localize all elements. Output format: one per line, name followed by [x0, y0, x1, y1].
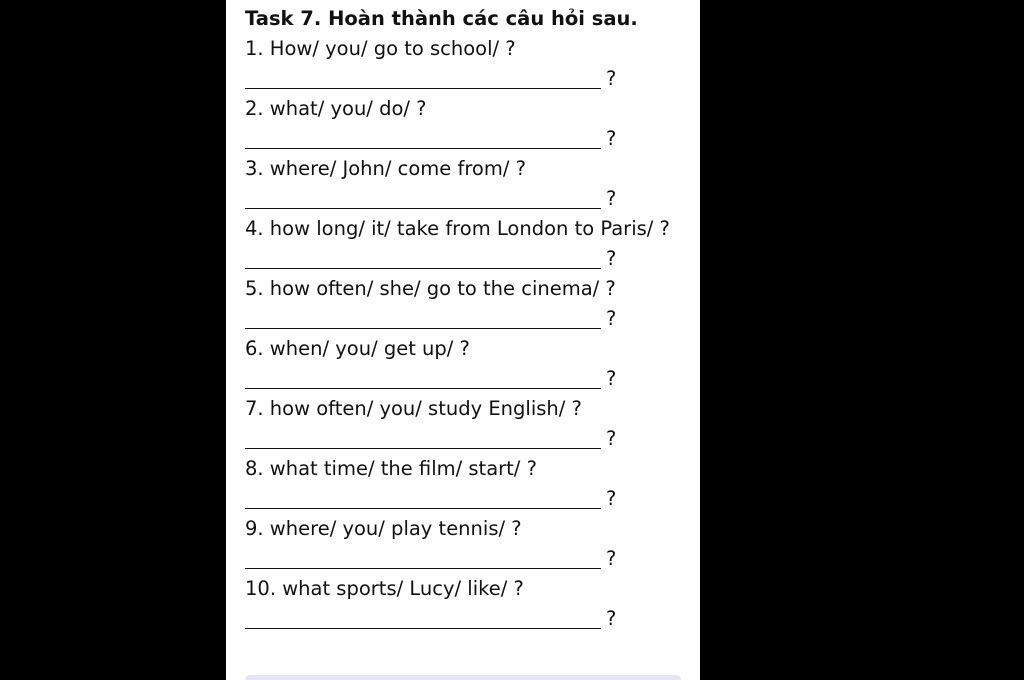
answer-question-mark-5: ? [606, 307, 617, 330]
question-9: 9. where/ you/ play tennis/ ? [245, 517, 522, 540]
question-8: 8. what time/ the film/ start/ ? [245, 457, 537, 480]
bottom-panel-edge [245, 675, 681, 680]
question-5: 5. how often/ she/ go to the cinema/ ? [245, 277, 616, 300]
answer-question-mark-1: ? [606, 67, 617, 90]
answer-line-5 [245, 304, 681, 334]
answer-blank-5 [245, 328, 601, 329]
task-title: Task 7. Hoàn thành các câu hỏi sau. [245, 7, 638, 30]
answer-blank-4 [245, 268, 601, 269]
answer-blank-1 [245, 88, 601, 89]
answer-question-mark-3: ? [606, 187, 617, 210]
question-1: 1. How/ you/ go to school/ ? [245, 37, 516, 60]
question-3: 3. where/ John/ come from/ ? [245, 157, 526, 180]
answer-line-8 [245, 484, 681, 514]
answer-line-4 [245, 244, 681, 274]
question-6: 6. when/ you/ get up/ ? [245, 337, 470, 360]
worksheet-content [245, 4, 681, 634]
answer-line-2 [245, 124, 681, 154]
answer-blank-2 [245, 148, 601, 149]
answer-question-mark-4: ? [606, 247, 617, 270]
answer-question-mark-9: ? [606, 547, 617, 570]
answer-line-3 [245, 184, 681, 214]
worksheet-page [226, 0, 700, 680]
answer-question-mark-10: ? [606, 607, 617, 630]
answer-blank-9 [245, 568, 601, 569]
question-4: 4. how long/ it/ take from London to Paris/ ? [245, 217, 670, 240]
answer-line-10 [245, 604, 681, 634]
question-10: 10. what sports/ Lucy/ like/ ? [245, 577, 524, 600]
question-2: 2. what/ you/ do/ ? [245, 97, 427, 120]
answer-line-1 [245, 64, 681, 94]
answer-blank-8 [245, 508, 601, 509]
answer-question-mark-6: ? [606, 367, 617, 390]
answer-line-9 [245, 544, 681, 574]
answer-line-6 [245, 364, 681, 394]
answer-question-mark-2: ? [606, 127, 617, 150]
question-7: 7. how often/ you/ study English/ ? [245, 397, 582, 420]
answer-question-mark-8: ? [606, 487, 617, 510]
answer-blank-3 [245, 208, 601, 209]
answer-question-mark-7: ? [606, 427, 617, 450]
answer-blank-10 [245, 628, 601, 629]
answer-line-7 [245, 424, 681, 454]
answer-blank-7 [245, 448, 601, 449]
answer-blank-6 [245, 388, 601, 389]
